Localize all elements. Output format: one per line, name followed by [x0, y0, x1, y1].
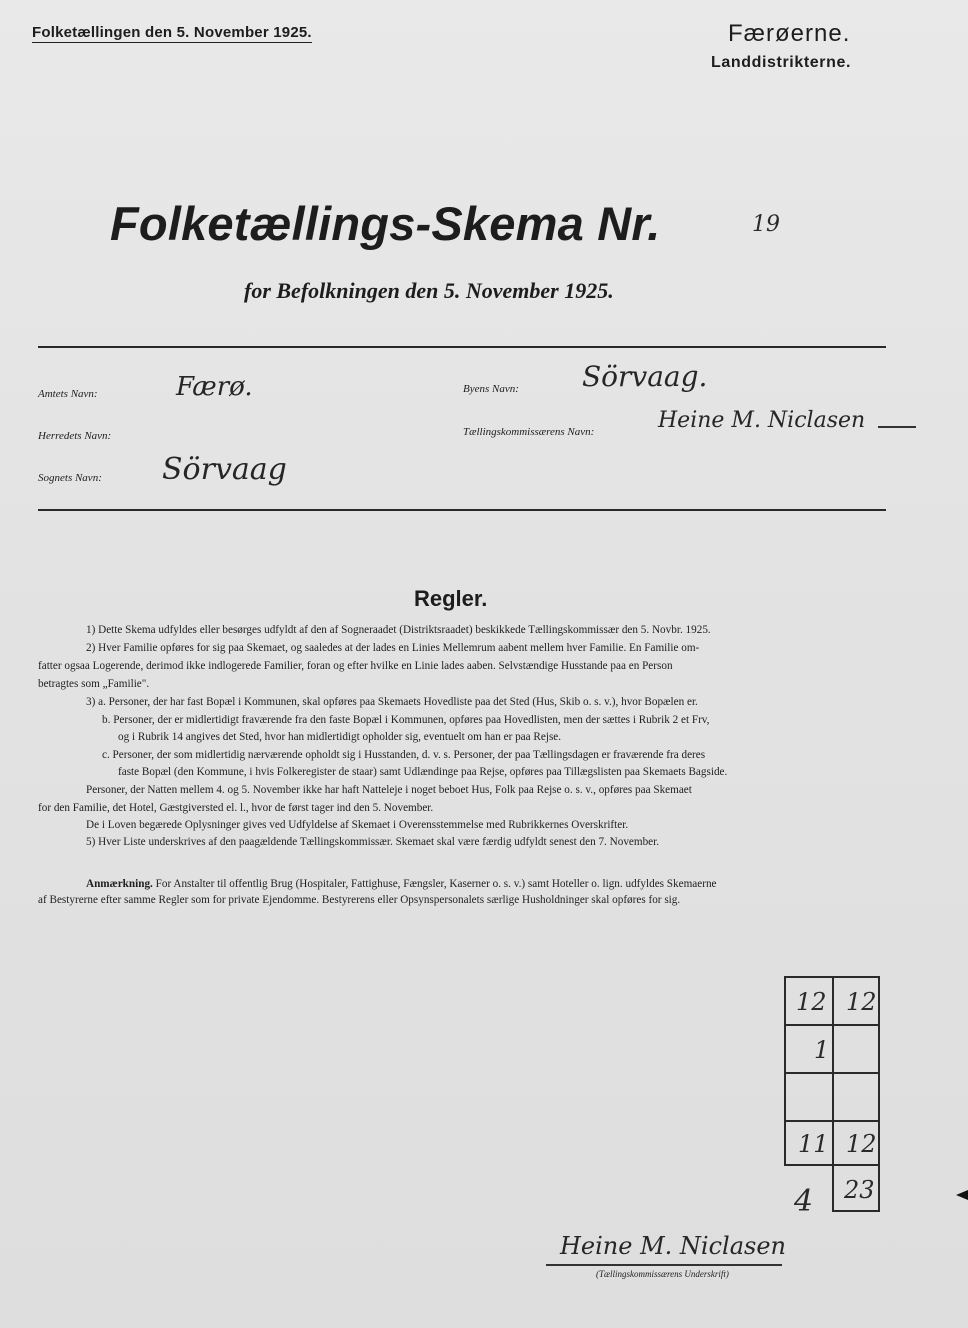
rule-line: b. Personer, der er midlertidigt fraværende fra den faste Bopæl i Kommunen, opføres paa Hovedlisten, men der sættes i Rubrik 2 et Frv, — [102, 714, 710, 726]
tally-cell: 23 — [844, 1176, 875, 1204]
rule-line: 1) Dette Skema udfyldes eller besørges udfyldt af den af Sogneraadet (Distriktsraadet) beskikkede Tællingskommissær den 5. Novbr. 1925. — [86, 624, 711, 636]
amt-label: Amtets Navn: — [38, 388, 98, 400]
margin-arrow-icon — [956, 1190, 968, 1200]
kommissaer-label: Tællingskommissærens Navn: — [463, 426, 595, 438]
tally-cell: 12 — [846, 1130, 877, 1158]
note-label: Anmærkning. — [86, 878, 153, 890]
amt-value: Færø. — [176, 372, 253, 402]
by-value: Sörvaag. — [582, 360, 708, 393]
tally-cell: 4 — [794, 1184, 814, 1219]
bottom-divider — [38, 509, 886, 511]
tally-cell: 12 — [846, 988, 877, 1016]
note-line — [86, 878, 717, 890]
form-subtitle: for Befolkningen den 5. November 1925. — [244, 278, 614, 303]
tally-cell: 1 — [814, 1036, 830, 1064]
rule-line: 3) a. Personer, der har fast Bopæl i Kommunen, skal opføres paa Skemaets Hovedliste paa det Sted (Hus, Skib o. s. v.), hvor Bopælen er. — [86, 696, 698, 708]
by-label: Byens Navn: — [463, 383, 519, 395]
rule-line: De i Loven begærede Oplysninger gives ved Udfyldelse af Skemaet i Overensstemmelse med Rubrikkernes Overskrifter. — [86, 819, 629, 831]
tally-box — [784, 976, 880, 1219]
census-date-header: Folketællingen den 5. November 1925. — [32, 24, 312, 41]
tally-cell: 12 — [796, 988, 827, 1016]
rule-line: for den Familie, det Hotel, Gæstgiversted el. l., hvor de først tager ind den 5. November. — [38, 802, 434, 814]
note-text: For Anstalter til offentlig Brug (Hospitaler, Fattighuse, Fængsler, Kaserner o. s. v.) samt Hoteller o. lign. udfyldes Skemaerne — [155, 878, 717, 890]
note-line-2: af Bestyrerne efter samme Regler som for private Ejendomme. Bestyrerens eller Opsynspersonalets særlige Husholdninger skal opføres for sig. — [38, 894, 681, 906]
rule-line: fatter ogsaa Logerende, derimod ikke indlogerede Familier, foran og efter hvilke en Linie lades aaben. Selvstændige Husstande paa en Person — [38, 660, 673, 672]
kommissaer-value: Heine M. Niclasen — [658, 408, 866, 433]
top-divider — [38, 346, 886, 348]
rule-line: c. Personer, der som midlertidig nærværende opholdt sig i Husstanden, d. v. s. Personer, der paa Tællingsdagen er fraværende fra deres — [102, 749, 706, 761]
form-number: 19 — [752, 212, 780, 237]
signature-line — [546, 1264, 782, 1266]
form-title: Folketællings-Skema Nr. — [110, 197, 661, 250]
rule-line: faste Bopæl (den Kommune, i hvis Folkeregister de staar) samt Udlændinge paa Rejse, opføres paa Tillægslisten paa Skemaets Bagside. — [118, 766, 728, 778]
sogn-value: Sörvaag — [162, 452, 287, 487]
rule-line: Personer, der Natten mellem 4. og 5. November ikke har haft Natteleje i noget beboet Hus, Folk paa Rejse o. s. v., opføres paa Skemaet — [86, 784, 692, 796]
kommissaer-dash — [878, 426, 916, 428]
sogn-label: Sognets Navn: — [38, 472, 102, 484]
signature: Heine M. Niclasen — [560, 1232, 787, 1260]
rule-line: betragtes som „Familie". — [38, 678, 150, 690]
herred-label: Herredets Navn: — [38, 430, 112, 442]
rule-line: 5) Hver Liste underskrives af den paagældende Tællingskommissær. Skemaet skal være færdig udfyldt senest den 7. November. — [86, 836, 660, 848]
signature-caption: (Tællingskommissærens Underskrift) — [596, 1269, 729, 1279]
rule-line: og i Rubrik 14 angives det Sted, hvor han midlertidigt opholder sig, eventuelt om han er paa Rejse. — [118, 731, 562, 743]
district-subtitle: Landdistrikterne. — [711, 54, 852, 71]
rule-line: 2) Hver Familie opføres for sig paa Skemaet, og saaledes at der lades en Linies Mellemrum aabent mellem hver Familie. En Familie om- — [86, 642, 700, 654]
rules-heading: Regler. — [414, 586, 488, 611]
region-title: Færøerne. — [728, 20, 851, 47]
tally-cell: 11 — [798, 1130, 829, 1158]
